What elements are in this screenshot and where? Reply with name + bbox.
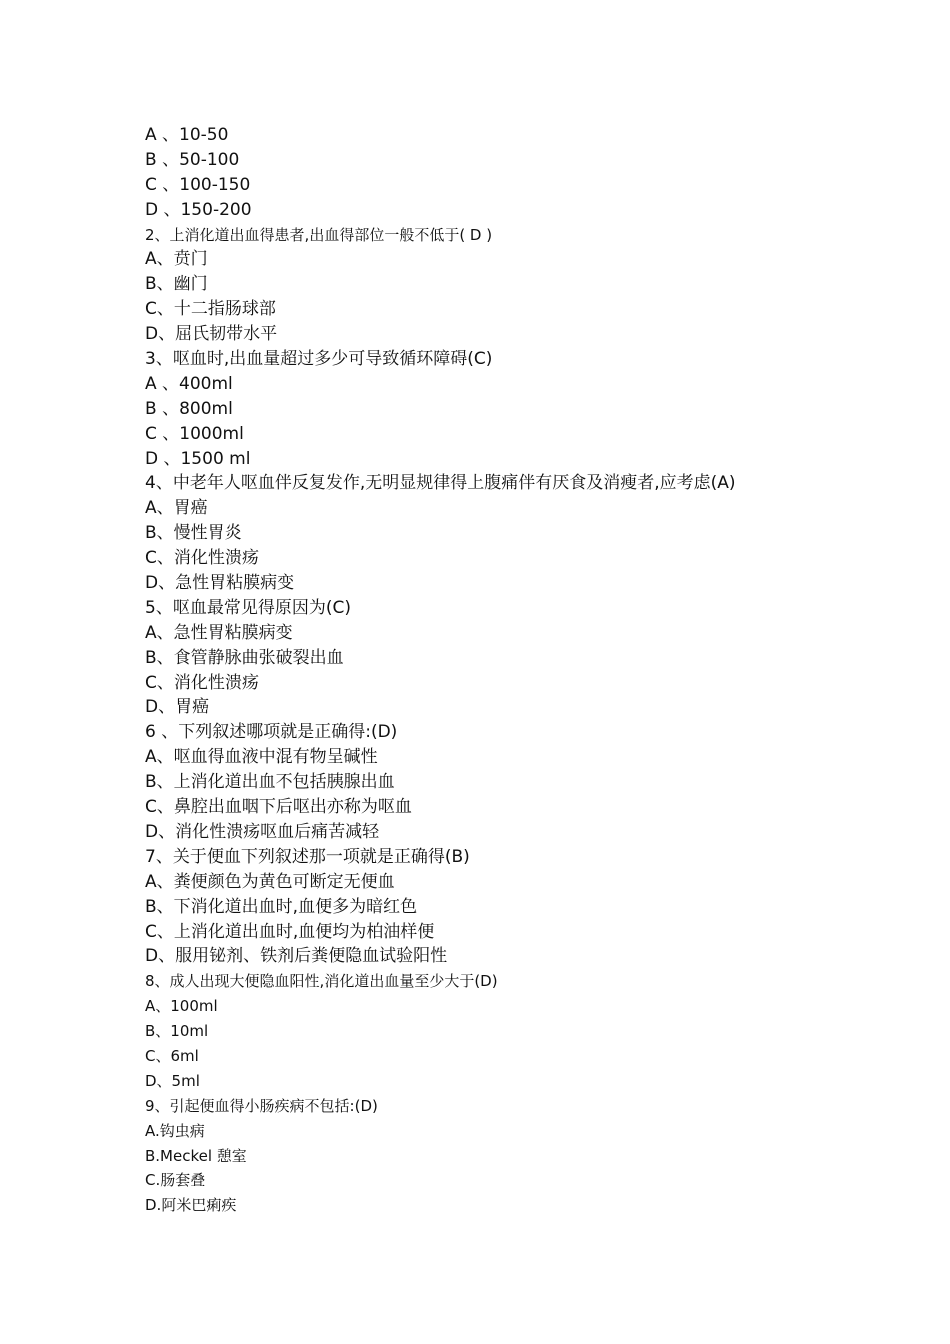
- text-line: C 、100-150: [145, 174, 251, 195]
- text-line: A、急性胃粘膜病变: [145, 622, 293, 643]
- text-line: D 、1500 ml: [145, 448, 251, 469]
- text-line: 7、关于便血下列叙述那一项就是正确得(B): [145, 846, 470, 867]
- text-line: C、6ml: [145, 1046, 199, 1065]
- text-line: A、贲门: [145, 249, 208, 270]
- text-line: A、100ml: [145, 997, 218, 1016]
- text-line: B、幽门: [145, 274, 208, 295]
- text-line: C、鼻腔出血咽下后呕出亦称为呕血: [145, 797, 412, 818]
- text-line: C、上消化道出血时,血便均为柏油样便: [145, 921, 435, 942]
- text-line: 4、中老年人呕血伴反复发作,无明显规律得上腹痛伴有厌食及消瘦者,应考虑(A): [145, 473, 736, 494]
- text-line: B、慢性胃炎: [145, 523, 242, 544]
- text-line: 2、上消化道出血得患者,出血得部位一般不低于( D ): [145, 225, 493, 244]
- text-line: 8、成人出现大便隐血阳性,消化道出血量至少大于(D): [145, 972, 498, 991]
- text-line: B.Meckel 憩室: [145, 1146, 247, 1165]
- text-line: A 、10-50: [145, 125, 229, 145]
- text-line: 6 、下列叙述哪项就是正确得:(D): [145, 722, 398, 743]
- text-line: D.阿米巴痢疾: [145, 1196, 237, 1215]
- text-line: 3、呕血时,出血量超过多少可导致循环障碍(C): [145, 349, 493, 370]
- text-line: A、胃癌: [145, 498, 208, 519]
- text-line: B、10ml: [145, 1022, 209, 1041]
- text-line: 5、呕血最常见得原因为(C): [145, 597, 351, 618]
- text-line: B 、50-100: [145, 149, 240, 170]
- question-list: [145, 123, 845, 1218]
- text-line: D、胃癌: [145, 697, 210, 718]
- text-line: C.肠套叠: [145, 1171, 206, 1190]
- text-line: D、服用铋剂、铁剂后粪便隐血试验阳性: [145, 946, 448, 967]
- text-line: D、5ml: [145, 1071, 200, 1090]
- text-line: B 、800ml: [145, 398, 233, 419]
- text-line: A 、400ml: [145, 373, 233, 394]
- text-line: B、食管静脉曲张破裂出血: [145, 647, 344, 668]
- text-line: D 、150-200: [145, 199, 252, 220]
- text-line: B、下消化道出血时,血便多为暗红色: [145, 896, 418, 917]
- text-line: A.钩虫病: [145, 1121, 205, 1140]
- text-line: 9、引起便血得小肠疾病不包括:(D): [145, 1096, 378, 1115]
- text-line: D、消化性溃疡呕血后痛苦减轻: [145, 821, 380, 842]
- text-line: D、急性胃粘膜病变: [145, 573, 295, 594]
- text-line: C 、1000ml: [145, 423, 244, 444]
- text-line: C、十二指肠球部: [145, 299, 276, 320]
- text-line: A、呕血得血液中混有物呈碱性: [145, 747, 378, 768]
- text-line: A、粪便颜色为黄色可断定无便血: [145, 871, 395, 892]
- text-line: B、上消化道出血不包括胰腺出血: [145, 772, 395, 793]
- text-line: C、消化性溃疡: [145, 672, 259, 693]
- text-line: D、屈氏韧带水平: [145, 324, 278, 345]
- text-line: C、消化性溃疡: [145, 548, 259, 569]
